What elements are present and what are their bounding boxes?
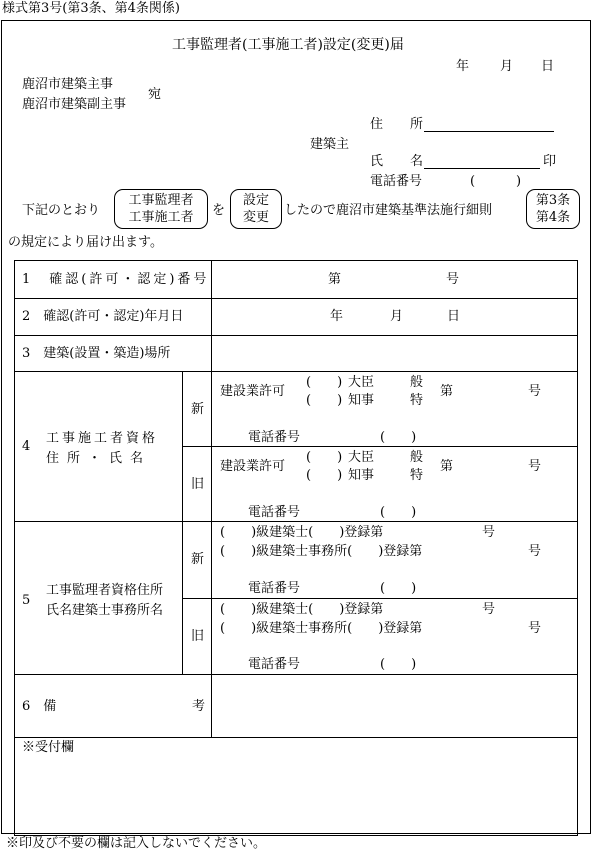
row4-new-phone-label: 電話番号 xyxy=(248,430,301,445)
row4-old-license-label: 建設業許可 xyxy=(220,459,286,474)
address-field[interactable] xyxy=(424,131,554,132)
row4-label-2: 住所・氏名 xyxy=(46,451,152,466)
row2-label: 2 確認(許可・認定)年月日 xyxy=(22,309,184,324)
row4-new-paren-2: ( ) xyxy=(306,393,343,408)
subrow-divider xyxy=(182,598,577,599)
form-number-label: 様式第3号(第3条、第4条関係) xyxy=(2,1,180,16)
row4-new-general: 般 xyxy=(410,375,424,390)
owner-phone-paren-open: ( xyxy=(470,174,476,189)
row5-old-architect-go: 号 xyxy=(482,602,496,617)
row5-new-label: 新 xyxy=(191,552,205,567)
row4-old-label: 旧 xyxy=(191,477,205,492)
address-label-2: 所 xyxy=(410,117,424,132)
label-column-divider xyxy=(211,674,212,737)
footnote: ※印及び不要の欄は記入しないでください。 xyxy=(6,836,267,851)
row3-label: 3 建築(設置・築造)場所 xyxy=(22,346,171,361)
form-title: 工事監理者(工事施工者)設定(変更)届 xyxy=(172,37,404,53)
addressee-suffix: 宛 xyxy=(148,87,162,102)
row4-new-governor: 知事 xyxy=(348,393,375,408)
row4-new-minister: 大臣 xyxy=(348,375,375,390)
label-column-divider xyxy=(211,260,212,372)
row5-label-1: 工事監理者資格住所 xyxy=(46,583,164,598)
date-year: 年 xyxy=(456,59,470,74)
row5-new-phone-label: 電話番号 xyxy=(248,581,301,596)
row4-old-phone-label: 電話番号 xyxy=(248,505,301,520)
addressee-line-1: 鹿沼市建築主事 xyxy=(22,77,114,92)
row4-number: 4 xyxy=(22,439,31,454)
row4-new-paren-1: ( ) xyxy=(306,375,343,390)
choice-article-3: 第3条 xyxy=(535,193,571,208)
row4-label-1: 工事施工者資格 xyxy=(46,431,159,446)
label-column-divider xyxy=(211,371,212,674)
row1-label: 1 確認(許可・認定)番号 xyxy=(22,272,210,287)
row5-old-phone-paren: ( ) xyxy=(380,657,417,672)
row4-old-minister: 大臣 xyxy=(348,450,375,465)
row5-old-label: 旧 xyxy=(191,629,205,644)
date-day: 日 xyxy=(541,59,555,74)
row5-new-phone-paren: ( ) xyxy=(380,581,417,596)
row2-year: 年 xyxy=(330,309,344,324)
owner-phone-paren-close: ) xyxy=(516,174,522,189)
row5-old-office-go: 号 xyxy=(528,621,542,636)
row1-dai: 第 xyxy=(328,272,342,287)
row4-old-go: 号 xyxy=(528,459,542,474)
statement-prefix: 下記のとおり xyxy=(22,203,101,218)
row4-new-dai: 第 xyxy=(440,384,454,399)
choice-setting: 設定 xyxy=(242,193,269,208)
choice-supervisor: 工事監理者 xyxy=(128,193,194,208)
choice-contractor: 工事施工者 xyxy=(128,210,194,225)
choice-article xyxy=(526,189,580,229)
row-divider xyxy=(14,335,577,336)
row-divider xyxy=(14,737,577,738)
row5-old-architect-line: ( )級建築士( )登録第 xyxy=(220,602,384,617)
row4-old-paren-1: ( ) xyxy=(306,450,343,465)
row4-old-paren-2: ( ) xyxy=(306,468,343,483)
addressee-line-2: 鹿沼市建築副主事 xyxy=(22,97,127,112)
row2-month: 月 xyxy=(390,309,404,324)
choice-setting-change xyxy=(230,189,282,229)
row6-label-end: 考 xyxy=(192,699,206,714)
row-divider xyxy=(14,674,577,675)
name-label-1: 氏 xyxy=(370,154,384,169)
statement-suffix: の規定により届け出ます。 xyxy=(8,235,163,250)
row4-old-governor: 知事 xyxy=(348,468,375,483)
name-label-2: 名 xyxy=(410,154,424,169)
row4-old-special: 特 xyxy=(410,468,424,483)
seal-mark: 印 xyxy=(543,154,557,169)
row-divider xyxy=(14,298,577,299)
row5-number: 5 xyxy=(22,593,31,608)
date-month: 月 xyxy=(500,59,514,74)
row-divider xyxy=(14,371,577,372)
row5-old-phone-label: 電話番号 xyxy=(248,657,301,672)
subrow-divider xyxy=(182,446,577,447)
reception-label: ※受付欄 xyxy=(22,740,75,755)
label-column-divider xyxy=(182,371,183,674)
particle-wo: を xyxy=(212,203,226,218)
row4-old-phone-paren: ( ) xyxy=(380,505,417,520)
row5-new-architect-line: ( )級建築士( )登録第 xyxy=(220,525,384,540)
row4-new-license-label: 建設業許可 xyxy=(220,384,286,399)
row4-old-general: 般 xyxy=(410,450,424,465)
choice-change: 変更 xyxy=(242,210,269,225)
choice-supervisor-contractor xyxy=(114,189,208,229)
owner-phone-label: 電話番号 xyxy=(370,174,423,189)
row4-new-go: 号 xyxy=(528,384,542,399)
row5-label-2: 氏名建築士事務所名 xyxy=(46,603,164,618)
choice-article-4: 第4条 xyxy=(535,210,571,225)
statement-middle: したので鹿沼市建築基準法施行細則 xyxy=(284,203,493,218)
row4-new-label: 新 xyxy=(191,402,205,417)
row5-new-office-line: ( )級建築士事務所( )登録第 xyxy=(220,544,423,559)
address-label-1: 住 xyxy=(370,117,384,132)
row5-new-architect-go: 号 xyxy=(482,525,496,540)
row6-label: 6 備 xyxy=(22,699,57,714)
row-divider xyxy=(14,521,577,522)
name-field[interactable] xyxy=(424,168,540,169)
row4-new-special: 特 xyxy=(410,393,424,408)
row5-new-office-go: 号 xyxy=(528,544,542,559)
row5-old-office-line: ( )級建築士事務所( )登録第 xyxy=(220,621,423,636)
row4-old-dai: 第 xyxy=(440,459,454,474)
row2-day: 日 xyxy=(447,309,461,324)
owner-label: 建築主 xyxy=(310,137,350,152)
row4-new-phone-paren: ( ) xyxy=(380,430,417,445)
row1-go: 号 xyxy=(446,272,460,287)
